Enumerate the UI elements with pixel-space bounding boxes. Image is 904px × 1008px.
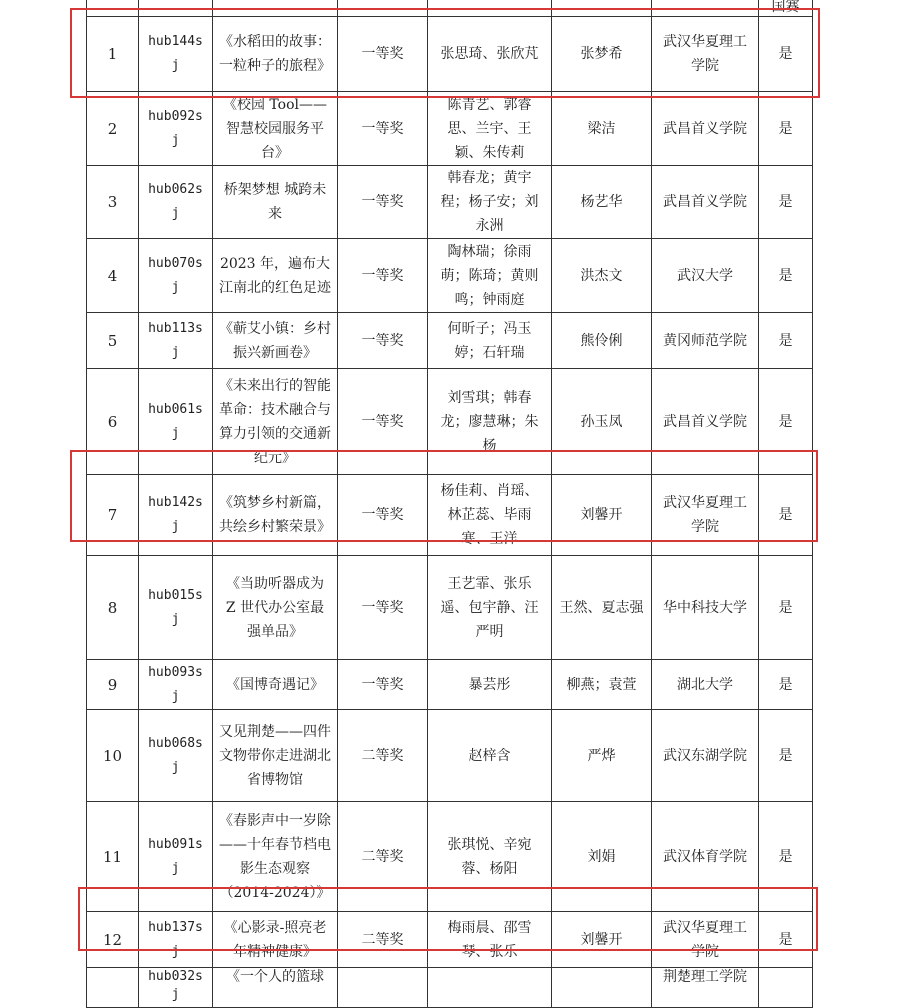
row-number: 10	[87, 710, 139, 802]
team-members: 韩春龙；黄宇程；杨子安；刘永洲	[428, 166, 552, 239]
table-row	[87, 369, 813, 475]
table-header-row	[87, 0, 813, 17]
row-number: 11	[87, 802, 139, 912]
national-flag: 是	[759, 239, 813, 313]
advisor: 杨艺华	[552, 166, 652, 239]
work-code: hub093sj	[139, 660, 213, 710]
national-flag: 是	[759, 710, 813, 802]
row-number: 5	[87, 313, 139, 369]
work-code: hub142sj	[139, 475, 213, 556]
work-code: hub062sj	[139, 166, 213, 239]
school: 武汉华夏理工学院	[652, 912, 759, 968]
advisor: 刘馨开	[552, 475, 652, 556]
work-title: 《筑梦乡村新篇，共绘乡村繁荣景》	[213, 475, 338, 556]
school: 武汉大学	[652, 239, 759, 313]
work-code: hub068sj	[139, 710, 213, 802]
award-level: 一等奖	[338, 92, 428, 166]
row-number: 2	[87, 92, 139, 166]
national-flag: 是	[759, 369, 813, 475]
team-members: 陶林瑞；徐雨萌；陈琦；黄则鸣；钟雨庭	[428, 239, 552, 313]
work-title: 《未来出行的智能革命：技术融合与算力引领的交通新纪元》	[213, 369, 338, 475]
team-members: 何昕子；冯玉婷；石轩瑞	[428, 313, 552, 369]
school: 武昌首义学院	[652, 166, 759, 239]
row-number: 4	[87, 239, 139, 313]
work-title: 《春影声中一岁除——十年春节档电影生态观察（2014-2024）》	[213, 802, 338, 912]
table-row	[87, 166, 813, 239]
advisor: 严烨	[552, 710, 652, 802]
work-code: hub144sj	[139, 17, 213, 92]
row-number: 1	[87, 17, 139, 92]
national-flag: 是	[759, 556, 813, 660]
team-members: 赵梓含	[428, 710, 552, 802]
school: 华中科技大学	[652, 556, 759, 660]
award-level: 二等奖	[338, 912, 428, 968]
school: 武昌首义学院	[652, 369, 759, 475]
row-number: 7	[87, 475, 139, 556]
school: 武昌首义学院	[652, 92, 759, 166]
table-row	[87, 92, 813, 166]
school: 武汉华夏理工学院	[652, 17, 759, 92]
award-level: 一等奖	[338, 369, 428, 475]
team-members: 刘雪琪；韩春龙；廖慧琳；朱杨	[428, 369, 552, 475]
table-row	[87, 313, 813, 369]
national-flag: 是	[759, 17, 813, 92]
work-title: 桥架梦想 城跨未来	[213, 166, 338, 239]
work-code: hub015sj	[139, 556, 213, 660]
team-members: 暴芸彤	[428, 660, 552, 710]
team-members: 陈青艺、郭睿思、兰宇、王颖、朱传莉	[428, 92, 552, 166]
table-row	[87, 802, 813, 912]
work-code: hub137sj	[139, 912, 213, 968]
row-number: 6	[87, 369, 139, 475]
advisor: 柳燕；袁萱	[552, 660, 652, 710]
work-title: 《国博奇遇记》	[213, 660, 338, 710]
work-title: 《一个人的篮球	[213, 968, 338, 1008]
team-members: 张思琦、张欣芃	[428, 17, 552, 92]
team-members: 王艺霏、张乐遥、包宇静、汪严明	[428, 556, 552, 660]
table-row	[87, 475, 813, 556]
school: 武汉华夏理工学院	[652, 475, 759, 556]
advisor: 刘馨开	[552, 912, 652, 968]
award-level: 一等奖	[338, 17, 428, 92]
work-title: 《当助听器成为 Z 世代办公室最强单品》	[213, 556, 338, 660]
table-row	[87, 660, 813, 710]
work-code: hub070sj	[139, 239, 213, 313]
school: 黄冈师范学院	[652, 313, 759, 369]
advisor: 张梦希	[552, 17, 652, 92]
award-level: 二等奖	[338, 710, 428, 802]
table-row	[87, 556, 813, 660]
award-level: 一等奖	[338, 475, 428, 556]
row-number: 8	[87, 556, 139, 660]
team-members: 杨佳莉、肖瑶、林芷蕊、毕雨寒、王洋	[428, 475, 552, 556]
work-title: 《水稻田的故事：一粒种子的旅程》	[213, 17, 338, 92]
table-row-clipped	[87, 968, 813, 1008]
team-members: 张琪悦、辛宛蓉、杨阳	[428, 802, 552, 912]
award-list-table	[86, 0, 813, 1008]
national-flag: 是	[759, 166, 813, 239]
school: 湖北大学	[652, 660, 759, 710]
work-title: 又见荆楚——四件文物带你走进湖北省博物馆	[213, 710, 338, 802]
table-row	[87, 17, 813, 92]
award-level: 二等奖	[338, 802, 428, 912]
work-title: 《心影录-照亮老年精神健康》	[213, 912, 338, 968]
advisor: 王然、夏志强	[552, 556, 652, 660]
national-flag: 是	[759, 802, 813, 912]
national-flag: 是	[759, 912, 813, 968]
award-level: 一等奖	[338, 660, 428, 710]
work-code: hub032sj	[139, 968, 213, 1008]
advisor: 洪杰文	[552, 239, 652, 313]
advisor: 孙玉凤	[552, 369, 652, 475]
work-code: hub061sj	[139, 369, 213, 475]
row-number: 3	[87, 166, 139, 239]
national-flag: 是	[759, 475, 813, 556]
advisor: 刘娟	[552, 802, 652, 912]
award-level: 一等奖	[338, 556, 428, 660]
table-row	[87, 239, 813, 313]
team-members: 梅雨晨、邵雪琴、张乐	[428, 912, 552, 968]
work-code: hub091sj	[139, 802, 213, 912]
national-flag: 是	[759, 660, 813, 710]
advisor: 熊伶俐	[552, 313, 652, 369]
national-flag: 是	[759, 313, 813, 369]
work-title: 《校园 Tool——智慧校园服务平台》	[213, 92, 338, 166]
table-row	[87, 710, 813, 802]
school: 武汉体育学院	[652, 802, 759, 912]
row-number: 12	[87, 912, 139, 968]
school: 荆楚理工学院	[652, 968, 759, 1008]
national-header: 国赛	[759, 0, 813, 17]
table-row	[87, 912, 813, 968]
work-title: 2023 年，遍布大江南北的红色足迹	[213, 239, 338, 313]
work-code: hub092sj	[139, 92, 213, 166]
award-level: 一等奖	[338, 166, 428, 239]
award-level: 一等奖	[338, 313, 428, 369]
national-flag: 是	[759, 92, 813, 166]
advisor: 梁洁	[552, 92, 652, 166]
award-level: 一等奖	[338, 239, 428, 313]
work-code: hub113sj	[139, 313, 213, 369]
school: 武汉东湖学院	[652, 710, 759, 802]
work-title: 《蕲艾小镇：乡村振兴新画卷》	[213, 313, 338, 369]
row-number: 9	[87, 660, 139, 710]
